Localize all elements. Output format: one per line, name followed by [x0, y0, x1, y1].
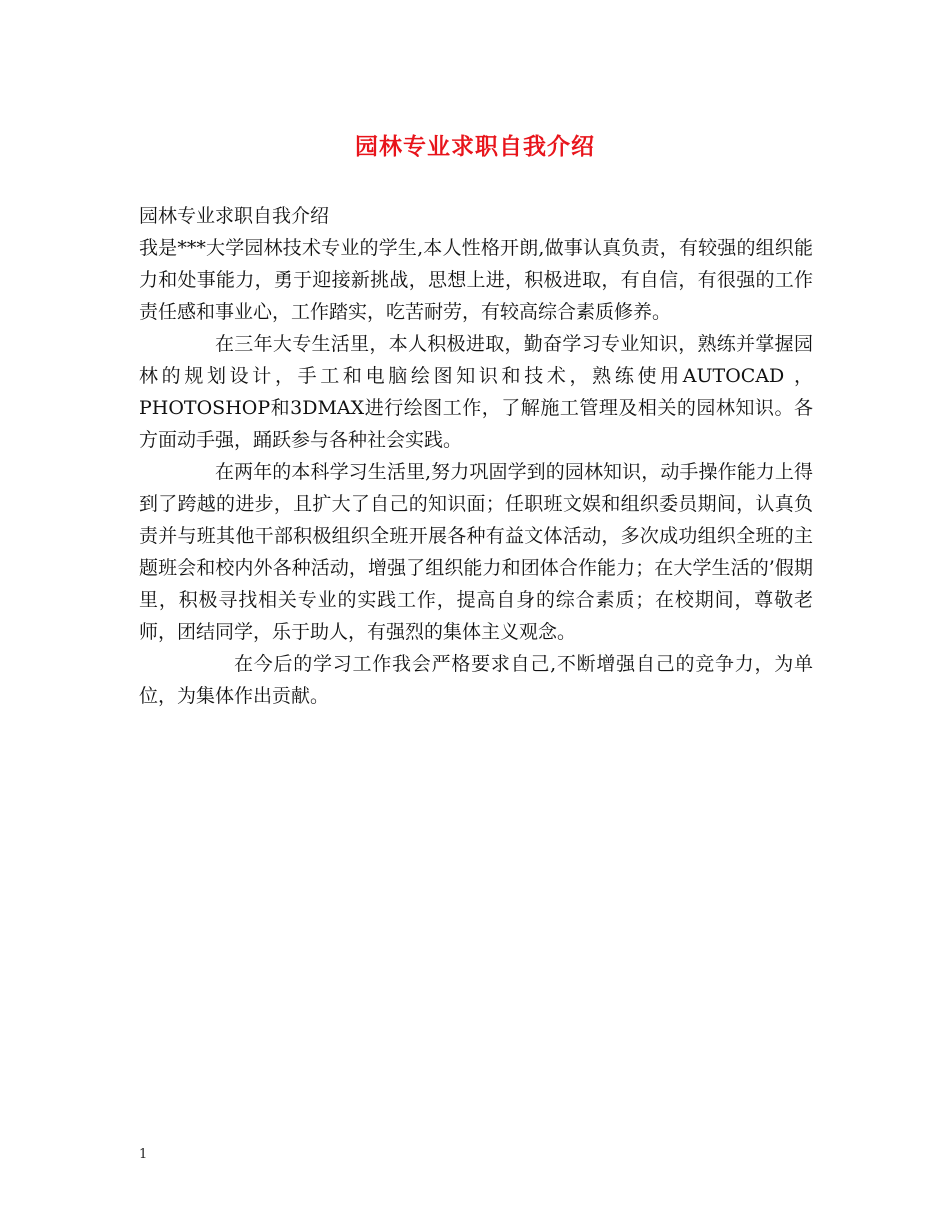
paragraph-conclusion: 在今后的学习工作我会严格要求自己,不断增强自己的竞争力，为单位，为集体作出贡献。 [139, 653, 813, 707]
document-title: 园林专业求职自我介绍 [355, 133, 595, 160]
page-number: 1 [139, 1147, 148, 1162]
paragraph-college-experience: 在三年大专生活里，本人积极进取，勤奋学习专业知识，熟练并掌握园林的规划设计，手工和电脑绘图知识和技术，熟练使用AUTOCAD ，PHOTOSHOP和3DMAX进行绘图工作，了解施工管理及相关的园林知识。各方面动手强，踊跃参与各种社会实践。 [139, 333, 813, 451]
body-heading: 园林专业求职自我介绍 [139, 205, 330, 227]
document-body [139, 200, 813, 712]
paragraph-introduction: 我是***大学园林技术专业的学生,本人性格开朗,做事认真负责，有较强的组织能力和处事能力，勇于迎接新挑战，思想上进，积极进取，有自信，有很强的工作责任感和事业心，工作踏实，吃苦耐劳，有较高综合素质修养。 [139, 237, 813, 323]
paragraph-undergraduate-experience: 在两年的本科学习生活里,努力巩固学到的园林知识，动手操作能力上得到了跨越的进步，且扩大了自己的知识面；任职班文娱和组织委员期间，认真负责并与班其他干部积极组织全班开展各种有益文体活动，多次成功组织全班的主题班会和校内外各种活动，增强了组织能力和团体合作能力；在大学生活的’假期里，积极寻找相关专业的实践工作，提高自身的综合素质；在校期间，尊敬老师，团结同学，乐于助人，有强烈的集体主义观念。 [139, 461, 813, 643]
